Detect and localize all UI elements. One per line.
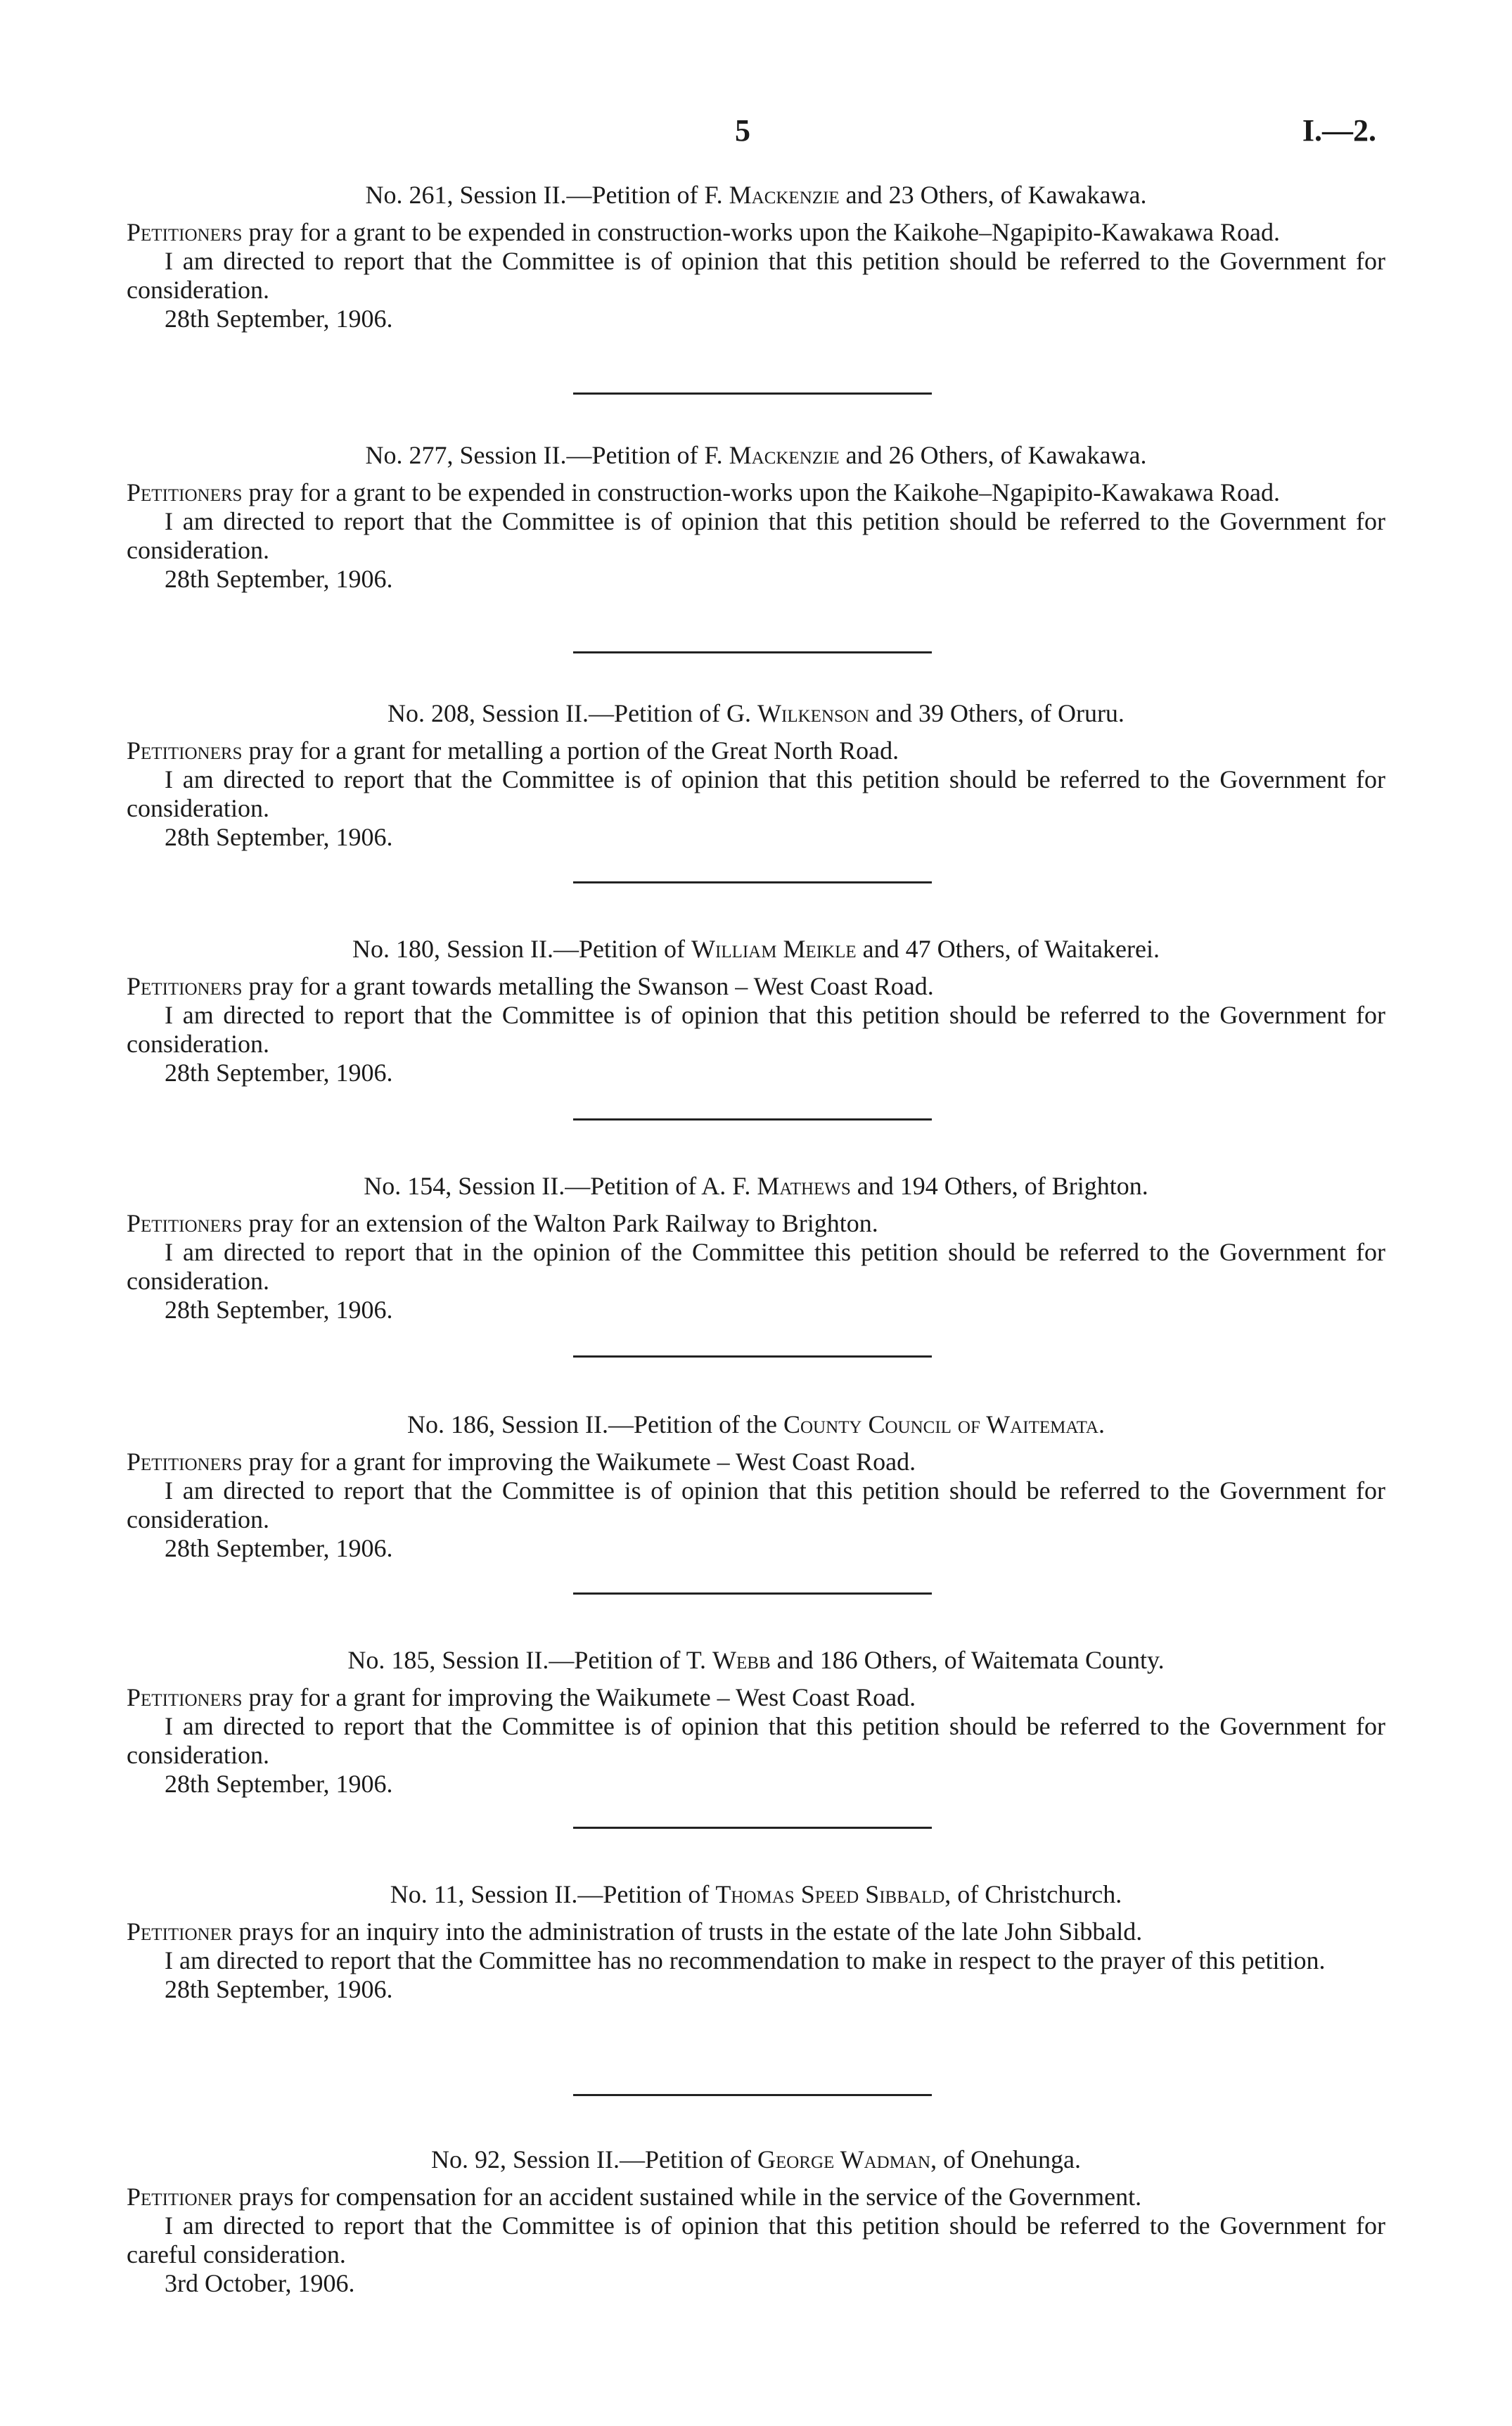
- section-divider: [573, 1355, 932, 1358]
- petition-11: [127, 1880, 1385, 2004]
- report-date: 28th September, 1906.: [165, 1534, 393, 1562]
- petition-92: [127, 2145, 1385, 2298]
- section-divider: [573, 1827, 932, 1829]
- section-divider: [573, 651, 932, 653]
- petition-185: [127, 1646, 1385, 1799]
- page-header: [0, 113, 1512, 155]
- petition-title: No. 277, Session II.—Petition of F. Mackenzie and 26 Others, of Kawakawa.: [365, 441, 1147, 469]
- petition-title: No. 11, Session II.—Petition of Thomas Speed Sibbald, of Christchurch.: [390, 1880, 1122, 1908]
- document-reference: I.—2.: [1302, 113, 1376, 148]
- petition-154: [127, 1172, 1385, 1324]
- petition-title: No. 186, Session II.—Petition of the County Council of Waitemata.: [407, 1410, 1105, 1438]
- report-date: 3rd October, 1906.: [165, 2269, 355, 2297]
- report-date: 28th September, 1906.: [165, 305, 393, 333]
- section-divider: [573, 392, 932, 395]
- petition-title: No. 185, Session II.—Petition of T. Webb and 186 Others, of Waitemata County.: [347, 1646, 1165, 1674]
- petition-title: No. 154, Session II.—Petition of A. F. Mathews and 194 Others, of Brighton.: [364, 1172, 1148, 1200]
- petition-prayer: Petitioners pray for a grant to be expended in construction-works upon the Kaikohe–Ngapipito-Kawakawa Road.: [127, 218, 1281, 246]
- petition-prayer: Petitioners pray for a grant towards metalling the Swanson – West Coast Road.: [127, 972, 934, 1000]
- section-divider: [573, 1592, 932, 1595]
- petition-prayer: Petitioners pray for a grant for improving the Waikumete – West Coast Road.: [127, 1448, 916, 1476]
- petition-title: No. 261, Session II.—Petition of F. Mackenzie and 23 Others, of Kawakawa.: [365, 181, 1147, 209]
- petition-prayer: Petitioners pray for an extension of the Walton Park Railway to Brighton.: [127, 1209, 878, 1237]
- committee-report: I am directed to report that the Committee has no recommendation to make in respect to the prayer of this petition.: [165, 1946, 1326, 1974]
- petition-prayer: Petitioner prays for an inquiry into the administration of trusts in the estate of the late John Sibbald.: [127, 1917, 1143, 1946]
- committee-report: I am directed to report that the Committee is of opinion that this petition should be referred to the Government for consideration.: [127, 507, 1385, 564]
- report-date: 28th September, 1906.: [165, 565, 393, 593]
- committee-report: I am directed to report that the Committee is of opinion that this petition should be referred to the Government for consideration.: [127, 247, 1385, 304]
- committee-report: I am directed to report that the Committee is of opinion that this petition should be referred to the Government for consideration.: [127, 1476, 1385, 1533]
- petition-prayer: Petitioner prays for compensation for an accident sustained while in the service of the Government.: [127, 2183, 1142, 2211]
- section-divider: [573, 881, 932, 883]
- page-number: 5: [735, 113, 750, 148]
- petition-title: No. 92, Session II.—Petition of George Wadman, of Onehunga.: [430, 2145, 1082, 2173]
- committee-report: I am directed to report that the Committee is of opinion that this petition should be referred to the Government for consideration.: [127, 1712, 1385, 1769]
- report-date: 28th September, 1906.: [165, 1770, 393, 1798]
- petition-title: No. 180, Session II.—Petition of William Meikle and 47 Others, of Waitakerei.: [352, 935, 1160, 963]
- report-date: 28th September, 1906.: [165, 823, 393, 851]
- section-divider: [573, 1118, 932, 1121]
- petition-186: [127, 1410, 1385, 1563]
- report-date: 28th September, 1906.: [165, 1975, 393, 2003]
- petition-208: [127, 699, 1385, 852]
- petition-prayer: Petitioners pray for a grant for metalling a portion of the Great North Road.: [127, 736, 899, 765]
- petition-277: [127, 441, 1385, 594]
- petition-prayer: Petitioners pray for a grant to be expended in construction-works upon the Kaikohe–Ngapipito-Kawakawa Road.: [127, 478, 1281, 506]
- committee-report: I am directed to report that the Committee is of opinion that this petition should be referred to the Government for consideration.: [127, 765, 1385, 822]
- report-date: 28th September, 1906.: [165, 1059, 393, 1087]
- petition-prayer: Petitioners pray for a grant for improving the Waikumete – West Coast Road.: [127, 1683, 916, 1711]
- petition-title: No. 208, Session II.—Petition of G. Wilkenson and 39 Others, of Oruru.: [387, 699, 1125, 727]
- committee-report: I am directed to report that in the opinion of the Committee this petition should be referred to the Government for consideration.: [127, 1238, 1385, 1295]
- petition-180: [127, 935, 1385, 1087]
- report-date: 28th September, 1906.: [165, 1296, 393, 1324]
- committee-report: I am directed to report that the Committee is of opinion that this petition should be referred to the Government for careful consideration.: [127, 2211, 1385, 2268]
- committee-report: I am directed to report that the Committee is of opinion that this petition should be referred to the Government for consideration.: [127, 1001, 1385, 1058]
- petition-261: [127, 181, 1385, 333]
- section-divider: [573, 2094, 932, 2096]
